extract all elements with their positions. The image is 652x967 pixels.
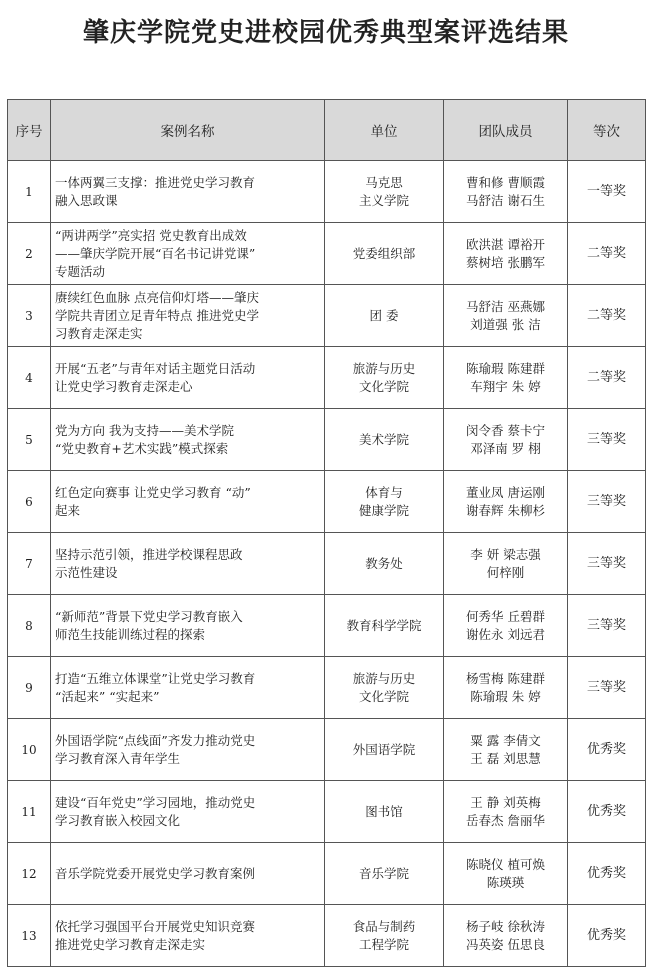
cell-team-members-line: 李 妍 梁志强 bbox=[470, 546, 541, 562]
table-row bbox=[8, 409, 646, 471]
cell-case-name-line: “新师范”背景下党史学习教育嵌入 bbox=[55, 608, 243, 624]
results-table bbox=[7, 99, 646, 967]
page-title: 肇庆学院党史进校园优秀典型案评选结果 bbox=[82, 18, 569, 48]
header-case-name: 案例名称 bbox=[51, 100, 325, 161]
cell-unit bbox=[325, 223, 444, 285]
cell-number: 10 bbox=[8, 719, 51, 781]
cell-team-members-line: 欧洪湛 谭裕开 bbox=[466, 236, 545, 252]
cell-case-name-line: “党史教育+艺术实践”模式探索 bbox=[55, 440, 229, 456]
cell-unit-line: 教务处 bbox=[365, 555, 403, 571]
cell-unit-line: 音乐学院 bbox=[358, 865, 409, 881]
cell-case-name-line: 融入思政课 bbox=[55, 192, 118, 208]
cell-unit bbox=[325, 905, 444, 967]
table-row bbox=[8, 719, 646, 781]
table-row bbox=[8, 905, 646, 967]
cell-case-name-line: 建设“百年党史”学习园地，推动党史 bbox=[55, 794, 256, 810]
cell-case-name-line: 党为方向 我为支持——美术学院 bbox=[55, 422, 234, 438]
cell-team-members-line: 车翔宇 朱 婷 bbox=[470, 378, 541, 394]
table-row bbox=[8, 781, 646, 843]
cell-team-members-line: 马舒洁 谢石生 bbox=[466, 192, 545, 208]
cell-team-members-line: 董业凤 唐运刚 bbox=[466, 484, 545, 500]
cell-number: 2 bbox=[8, 223, 51, 285]
header-number: 序号 bbox=[8, 100, 51, 161]
cell-number: 3 bbox=[8, 285, 51, 347]
cell-team-members-line: 马舒洁 巫燕娜 bbox=[466, 298, 545, 314]
cell-case-name-line: 习教育走深走实 bbox=[55, 325, 143, 341]
cell-case-name-line: 学习教育深入青年学生 bbox=[55, 750, 181, 766]
cell-case-name-line: 打造“五维立体课堂”让党史学习教育 bbox=[55, 670, 256, 686]
cell-team-members-line: 谢春辉 朱柳杉 bbox=[466, 502, 545, 518]
cell-number: 5 bbox=[8, 409, 51, 471]
table-row bbox=[8, 471, 646, 533]
cell-team-members-line: 何梓刚 bbox=[486, 564, 525, 580]
cell-unit bbox=[325, 471, 444, 533]
cell-case-name bbox=[51, 471, 325, 533]
cell-case-name bbox=[51, 905, 325, 967]
cell-team-members-line: 曹和修 曹顺霞 bbox=[466, 174, 545, 190]
cell-case-name-line: 学习教育嵌入校园文化 bbox=[55, 812, 181, 828]
cell-team-members-line: 陈晓仪 植可焕 bbox=[466, 856, 545, 872]
cell-number: 13 bbox=[8, 905, 51, 967]
cell-team-members-line: 粟 露 李倩文 bbox=[470, 732, 541, 748]
cell-case-name-line: 一体两翼三支撑：推进党史学习教育 bbox=[55, 174, 256, 190]
cell-case-name-line: “活起来” “实起来” bbox=[55, 688, 160, 704]
cell-award-level: 二等奖 bbox=[568, 285, 646, 347]
cell-unit-line: 文化学院 bbox=[358, 688, 409, 704]
cell-unit-line: 工程学院 bbox=[358, 936, 409, 952]
cell-team-members-line: 陈瑛瑛 bbox=[486, 874, 525, 890]
cell-award-level: 三等奖 bbox=[568, 471, 646, 533]
cell-unit-line: 文化学院 bbox=[358, 378, 409, 394]
cell-case-name-line: 学院共青团立足青年特点 推进党史学 bbox=[55, 307, 259, 323]
cell-award-level: 三等奖 bbox=[568, 657, 646, 719]
cell-team-members-line: 岳春杰 詹丽华 bbox=[466, 812, 545, 828]
cell-unit bbox=[325, 347, 444, 409]
cell-unit bbox=[325, 595, 444, 657]
cell-number: 1 bbox=[8, 161, 51, 223]
cell-unit-line: 外国语学院 bbox=[352, 741, 416, 757]
cell-team-members bbox=[444, 285, 568, 347]
cell-unit bbox=[325, 161, 444, 223]
cell-team-members-line: 蔡树培 张鹏军 bbox=[466, 254, 545, 270]
cell-team-members bbox=[444, 595, 568, 657]
cell-unit bbox=[325, 409, 444, 471]
cell-unit bbox=[325, 533, 444, 595]
cell-case-name-line: 音乐学院党委开展党史学习教育案例 bbox=[55, 865, 256, 881]
cell-number: 4 bbox=[8, 347, 51, 409]
cell-team-members-line: 陈瑜瑕 陈建群 bbox=[466, 360, 545, 376]
table-row bbox=[8, 657, 646, 719]
cell-case-name-line: 红色定向赛事 让党史学习教育 “动” bbox=[55, 484, 251, 500]
cell-award-level: 三等奖 bbox=[568, 533, 646, 595]
cell-unit-line: 旅游与历史 bbox=[352, 360, 416, 376]
cell-case-name-line: 开展“五老”与青年对话主题党日活动 bbox=[55, 360, 256, 376]
cell-case-name bbox=[51, 223, 325, 285]
table-row bbox=[8, 533, 646, 595]
cell-award-level: 一等奖 bbox=[568, 161, 646, 223]
cell-number: 8 bbox=[8, 595, 51, 657]
header-award-level: 等次 bbox=[568, 100, 646, 161]
cell-unit-line: 主义学院 bbox=[358, 192, 409, 208]
cell-unit bbox=[325, 719, 444, 781]
cell-team-members-line: 谢佐永 刘远君 bbox=[466, 626, 545, 642]
cell-team-members-line: 陈瑜瑕 朱 婷 bbox=[470, 688, 541, 704]
cell-team-members bbox=[444, 347, 568, 409]
cell-case-name bbox=[51, 595, 325, 657]
cell-number: 6 bbox=[8, 471, 51, 533]
cell-case-name-line: 示范性建设 bbox=[55, 564, 118, 580]
cell-unit-line: 马克思 bbox=[365, 174, 403, 190]
cell-award-level: 二等奖 bbox=[568, 223, 646, 285]
cell-team-members bbox=[444, 161, 568, 223]
cell-case-name-line: 起来 bbox=[55, 502, 81, 518]
cell-unit bbox=[325, 843, 444, 905]
cell-case-name-line: “两讲两学”亮实招 党史教育出成效 bbox=[55, 227, 247, 243]
table-row bbox=[8, 843, 646, 905]
cell-unit-line: 团 委 bbox=[369, 307, 399, 323]
cell-team-members-line: 杨雪梅 陈建群 bbox=[466, 670, 545, 686]
cell-case-name bbox=[51, 285, 325, 347]
cell-award-level: 二等奖 bbox=[568, 347, 646, 409]
cell-case-name-line: 依托学习强国平台开展党史知识竞赛 bbox=[55, 918, 256, 934]
cell-team-members-line: 何秀华 丘碧群 bbox=[466, 608, 545, 624]
cell-case-name bbox=[51, 843, 325, 905]
cell-unit-line: 旅游与历史 bbox=[352, 670, 416, 686]
cell-unit bbox=[325, 657, 444, 719]
cell-team-members bbox=[444, 905, 568, 967]
cell-unit-line: 教育科学学院 bbox=[346, 617, 422, 633]
cell-unit-line: 党委组织部 bbox=[352, 245, 416, 261]
cell-number: 9 bbox=[8, 657, 51, 719]
cell-case-name bbox=[51, 533, 325, 595]
cell-unit bbox=[325, 781, 444, 843]
cell-unit bbox=[325, 285, 444, 347]
cell-case-name bbox=[51, 781, 325, 843]
table-header-row bbox=[8, 100, 646, 161]
cell-unit-line: 美术学院 bbox=[358, 431, 409, 447]
cell-number: 12 bbox=[8, 843, 51, 905]
cell-award-level: 优秀奖 bbox=[568, 781, 646, 843]
cell-unit-line: 健康学院 bbox=[358, 502, 409, 518]
cell-case-name-line: 推进党史学习教育走深走实 bbox=[55, 936, 206, 952]
table-body bbox=[8, 161, 646, 967]
cell-unit-line: 食品与制药 bbox=[352, 918, 416, 934]
cell-case-name-line: 赓续红色血脉 点亮信仰灯塔——肇庆 bbox=[55, 289, 259, 305]
cell-team-members-line: 刘道强 张 洁 bbox=[470, 316, 541, 332]
header-unit: 单位 bbox=[325, 100, 444, 161]
cell-award-level: 三等奖 bbox=[568, 409, 646, 471]
table-row bbox=[8, 595, 646, 657]
cell-unit-line: 图书馆 bbox=[365, 803, 403, 819]
cell-team-members-line: 杨子岐 徐秋涛 bbox=[466, 918, 545, 934]
cell-team-members bbox=[444, 409, 568, 471]
cell-team-members-line: 冯英姿 伍思良 bbox=[466, 936, 545, 952]
cell-team-members bbox=[444, 843, 568, 905]
cell-team-members bbox=[444, 657, 568, 719]
cell-team-members bbox=[444, 223, 568, 285]
cell-case-name bbox=[51, 657, 325, 719]
cell-unit-line: 体育与 bbox=[365, 484, 403, 500]
cell-team-members-line: 王 静 刘英梅 bbox=[470, 794, 541, 810]
cell-number: 7 bbox=[8, 533, 51, 595]
cell-case-name bbox=[51, 719, 325, 781]
cell-team-members-line: 王 磊 刘思慧 bbox=[470, 750, 541, 766]
cell-award-level: 优秀奖 bbox=[568, 719, 646, 781]
cell-team-members bbox=[444, 471, 568, 533]
cell-number: 11 bbox=[8, 781, 51, 843]
cell-case-name bbox=[51, 409, 325, 471]
table-row bbox=[8, 285, 646, 347]
cell-case-name bbox=[51, 161, 325, 223]
cell-case-name bbox=[51, 347, 325, 409]
cell-award-level: 三等奖 bbox=[568, 595, 646, 657]
cell-case-name-line: ——肇庆学院开展“百名书记讲党课” bbox=[55, 245, 256, 261]
cell-team-members bbox=[444, 719, 568, 781]
cell-case-name-line: 坚持示范引领，推进学校课程思政 bbox=[55, 546, 243, 562]
cell-case-name-line: 让党史学习教育走深走心 bbox=[55, 378, 193, 394]
header-team-members: 团队成员 bbox=[444, 100, 568, 161]
cell-case-name-line: 师范生技能训练过程的探索 bbox=[55, 626, 206, 642]
cell-team-members-line: 闵令香 蔡卡宁 bbox=[466, 422, 545, 438]
cell-case-name-line: 外国语学院“点线面”齐发力推动党史 bbox=[55, 732, 256, 748]
table-row bbox=[8, 161, 646, 223]
cell-award-level: 优秀奖 bbox=[568, 905, 646, 967]
cell-team-members bbox=[444, 533, 568, 595]
cell-team-members-line: 邓泽南 罗 栩 bbox=[470, 440, 541, 456]
cell-case-name-line: 专题活动 bbox=[55, 263, 106, 279]
table-row bbox=[8, 347, 646, 409]
table-row bbox=[8, 223, 646, 285]
cell-award-level: 优秀奖 bbox=[568, 843, 646, 905]
cell-team-members bbox=[444, 781, 568, 843]
